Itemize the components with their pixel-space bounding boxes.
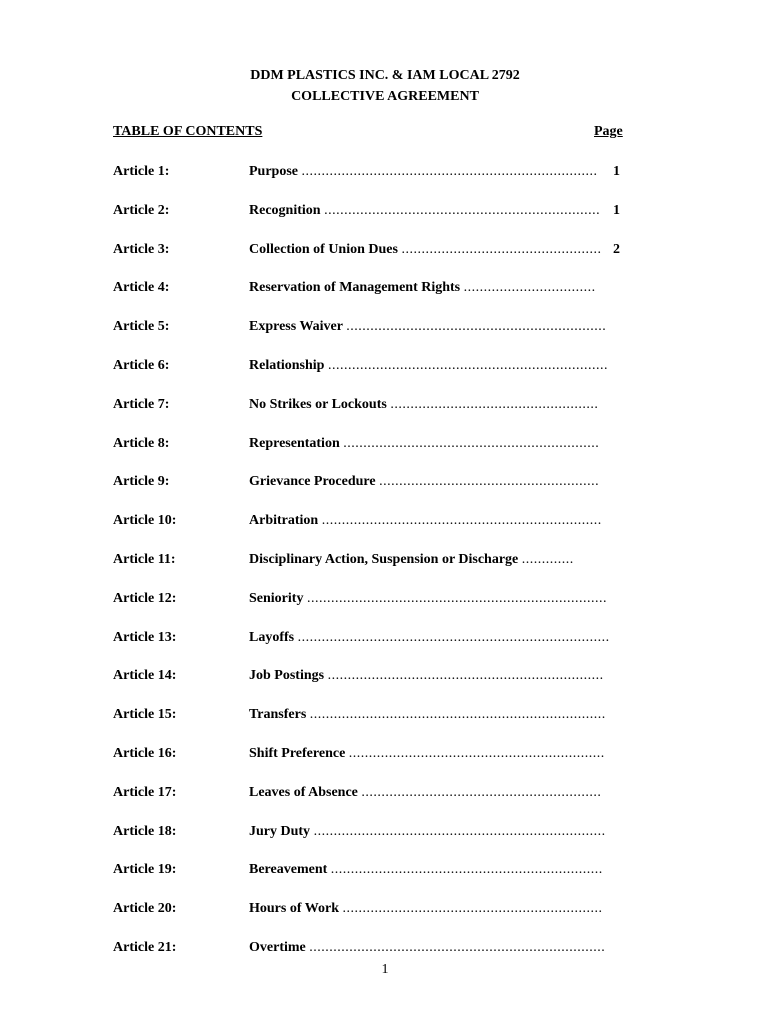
article-title xyxy=(249,358,608,374)
article-number: Article 6: xyxy=(113,358,170,373)
article-title xyxy=(249,203,600,219)
dot-leader: ..................................................................... xyxy=(327,668,604,683)
article-number: Article 7: xyxy=(113,397,170,412)
article-title xyxy=(249,436,599,452)
dot-leader: ................................. xyxy=(463,280,596,295)
article-title-text: Arbitration xyxy=(249,513,319,528)
article-title xyxy=(249,242,601,258)
article-title-text: Shift Preference xyxy=(249,746,346,761)
article-number: Article 11: xyxy=(113,552,176,567)
dot-leader: .......................................................................... xyxy=(309,707,606,722)
article-title-text: Grievance Procedure xyxy=(249,474,376,489)
article-number: Article 9: xyxy=(113,474,170,489)
dot-leader: ...................................................................... xyxy=(327,358,608,373)
article-title-text: Hours of Work xyxy=(249,901,339,916)
dot-leader: .................................................... xyxy=(390,397,599,412)
article-title xyxy=(249,746,605,762)
toc-entry xyxy=(113,940,653,960)
toc-entry xyxy=(113,707,653,727)
dot-leader: ................................................................. xyxy=(346,319,607,334)
toc-entry xyxy=(113,358,653,378)
article-page: 2 xyxy=(613,242,620,257)
article-number: Article 19: xyxy=(113,862,177,877)
dot-leader: .............................................................................. xyxy=(297,630,610,645)
article-title-text: Transfers xyxy=(249,707,307,722)
dot-leader: ........................................................................... xyxy=(306,591,607,606)
article-title-text: Leaves of Absence xyxy=(249,785,358,800)
toc-entry xyxy=(113,397,653,417)
article-number: Article 21: xyxy=(113,940,177,955)
article-title-text: Recognition xyxy=(249,203,321,218)
article-title xyxy=(249,785,601,801)
article-title-text: No Strikes or Lockouts xyxy=(249,397,387,412)
article-title-text: Collection of Union Dues xyxy=(249,242,398,257)
article-title-text: Job Postings xyxy=(249,668,325,683)
article-number: Article 1: xyxy=(113,164,170,179)
toc-entry xyxy=(113,746,653,766)
dot-leader: ....................................................... xyxy=(379,474,600,489)
article-title-text: Layoffs xyxy=(249,630,295,645)
article-number: Article 8: xyxy=(113,436,170,451)
article-title-text: Disciplinary Action, Suspension or Discharge xyxy=(249,552,519,567)
article-number: Article 15: xyxy=(113,707,177,722)
article-number: Article 18: xyxy=(113,824,177,839)
toc-entry xyxy=(113,630,653,650)
toc-entry xyxy=(113,824,653,844)
article-title-text: Bereavement xyxy=(249,862,328,877)
toc-entry xyxy=(113,474,653,494)
article-title xyxy=(249,397,598,413)
dot-leader: ..................................................................... xyxy=(324,203,601,218)
article-page: 1 xyxy=(613,164,620,179)
article-title xyxy=(249,824,606,840)
article-title xyxy=(249,901,602,917)
toc-entry xyxy=(113,164,653,184)
dot-leader: ......................................................................... xyxy=(313,824,606,839)
toc-entry xyxy=(113,242,653,262)
article-number: Article 2: xyxy=(113,203,170,218)
toc-entry xyxy=(113,668,653,688)
article-number: Article 12: xyxy=(113,591,177,606)
article-number: Article 14: xyxy=(113,668,177,683)
toc-entry xyxy=(113,203,653,223)
article-title xyxy=(249,474,599,490)
article-title-text: Representation xyxy=(249,436,340,451)
toc-entry xyxy=(113,552,653,572)
toc-entry xyxy=(113,280,653,300)
toc-entry xyxy=(113,591,653,611)
article-title-text: Express Waiver xyxy=(249,319,343,334)
article-title-text: Purpose xyxy=(249,164,298,179)
article-number: Article 4: xyxy=(113,280,170,295)
dot-leader: .................................................. xyxy=(401,242,602,257)
article-title-text: Overtime xyxy=(249,940,306,955)
dot-leader: ................................................................ xyxy=(348,746,605,761)
article-number: Article 10: xyxy=(113,513,177,528)
toc-heading: TABLE OF CONTENTS xyxy=(113,124,263,139)
document-title: DDM PLASTICS INC. & IAM LOCAL 2792 xyxy=(250,68,520,83)
article-title xyxy=(249,164,598,180)
article-title xyxy=(249,707,606,723)
toc-entry xyxy=(113,319,653,339)
article-title xyxy=(249,552,574,568)
article-number: Article 5: xyxy=(113,319,170,334)
dot-leader: ................................................................ xyxy=(343,436,600,451)
article-title xyxy=(249,319,606,335)
dot-leader: ...................................................................... xyxy=(321,513,602,528)
toc-entry xyxy=(113,785,653,805)
dot-leader: .......................................................................... xyxy=(309,940,606,955)
article-number: Article 16: xyxy=(113,746,177,761)
article-title-text: Jury Duty xyxy=(249,824,311,839)
page-column-heading: Page xyxy=(594,124,623,139)
article-title xyxy=(249,668,604,684)
dot-leader: ............. xyxy=(521,552,574,567)
toc-entry xyxy=(113,513,653,533)
article-number: Article 17: xyxy=(113,785,177,800)
dot-leader: .................................................................... xyxy=(330,862,603,877)
article-title xyxy=(249,940,605,956)
article-number: Article 3: xyxy=(113,242,170,257)
article-page: 1 xyxy=(613,203,620,218)
article-number: Article 20: xyxy=(113,901,177,916)
document-subtitle: COLLECTIVE AGREEMENT xyxy=(291,89,479,104)
dot-leader: ................................................................. xyxy=(342,901,603,916)
article-title-text: Relationship xyxy=(249,358,325,373)
article-title xyxy=(249,513,602,529)
toc-entry xyxy=(113,436,653,456)
article-title xyxy=(249,591,607,607)
dot-leader: ............................................................ xyxy=(361,785,602,800)
article-title xyxy=(249,862,603,878)
article-number: Article 13: xyxy=(113,630,177,645)
article-title xyxy=(249,630,610,646)
toc-entry xyxy=(113,901,653,921)
toc-entry xyxy=(113,862,653,882)
article-title-text: Seniority xyxy=(249,591,304,606)
article-title-text: Reservation of Management Rights xyxy=(249,280,461,295)
page-number: 1 xyxy=(381,962,389,977)
article-title xyxy=(249,280,596,296)
dot-leader: .......................................................................... xyxy=(301,164,598,179)
